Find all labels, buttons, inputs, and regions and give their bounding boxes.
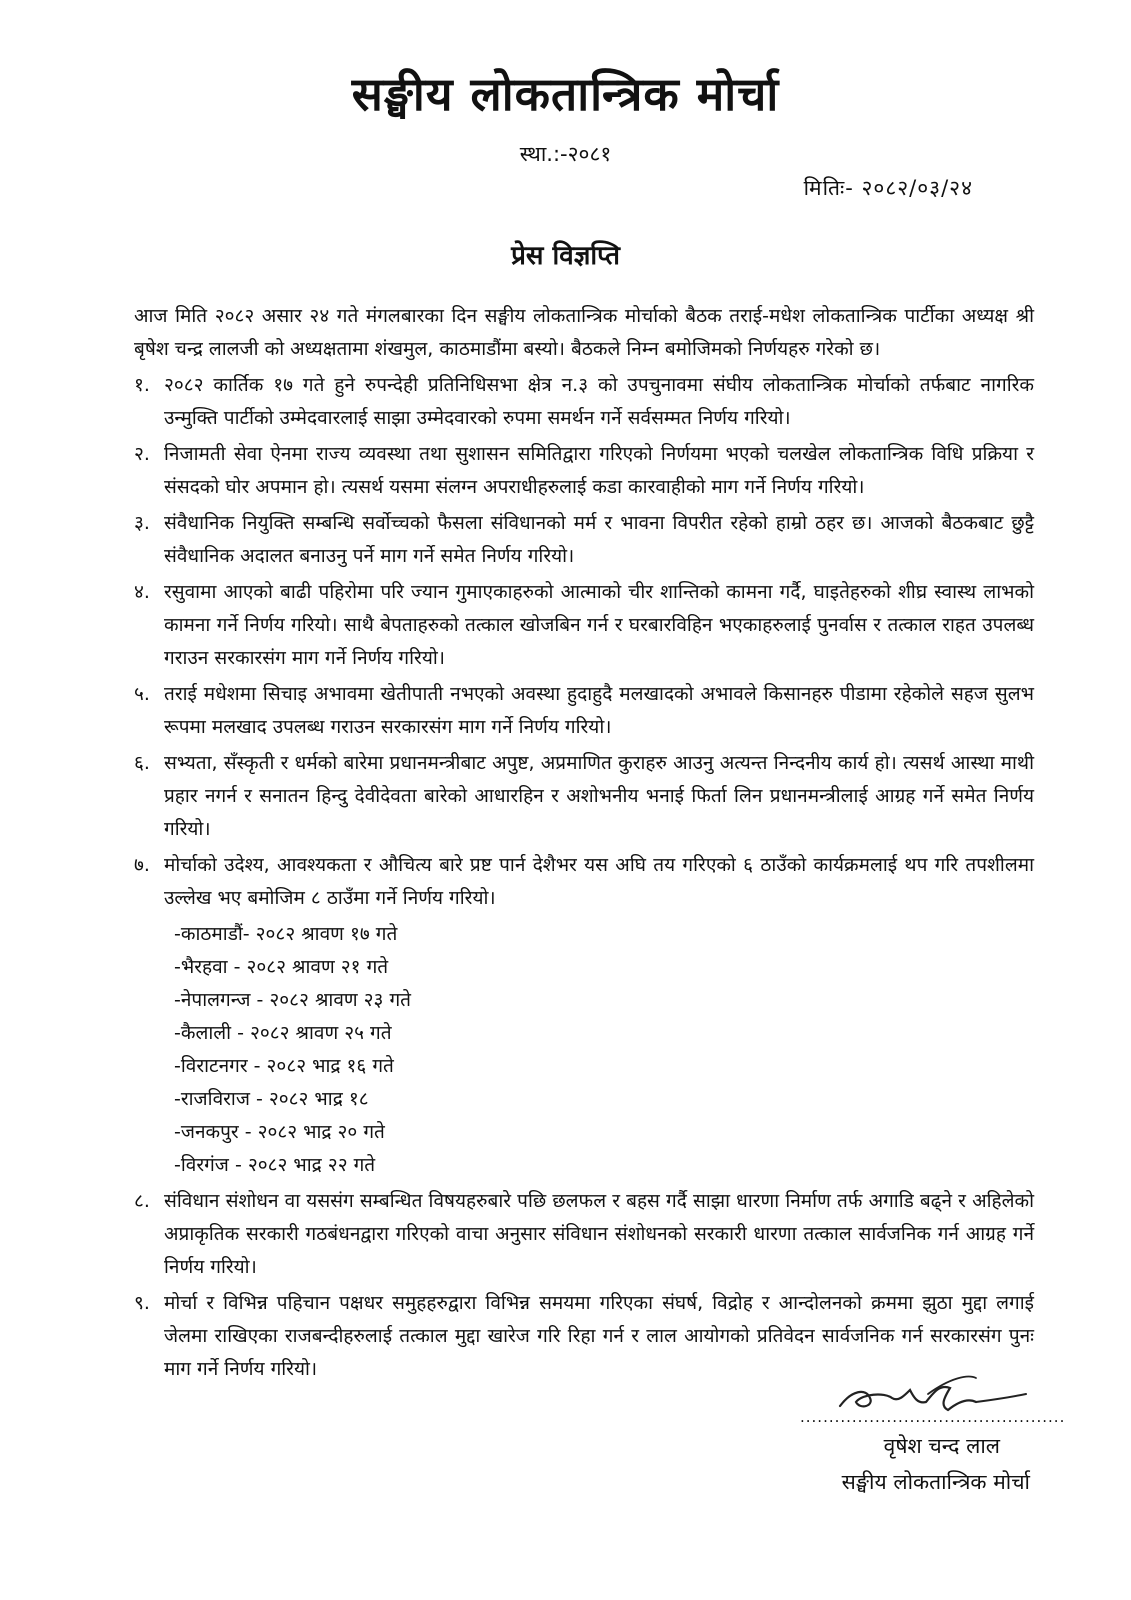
decision-text: मोर्चाको उदेश्य, आवश्यकता र औचित्य बारे प्रष्ट पार्न देशैभर यस अघि तय गरिएको ६ ठाउँको कार्यक्रमलाई थप गरि तपशीलमा उल्लेख भए बमोजिम ८ ठाउँमा गर्ने निर्णय गरियो। (164, 854, 1034, 909)
event-schedule-list (174, 918, 1034, 1182)
schedule-item: -विराटनगर - २०८२ भाद्र १६ गते (174, 1055, 394, 1077)
decision-item (134, 369, 1034, 435)
decision-number: २. (134, 443, 150, 465)
decision-number: ९. (134, 1292, 150, 1314)
schedule-item: -काठमाडौं- २०८२ श्रावण १७ गते (174, 923, 398, 945)
established-year: स्था.:-२०८१ (519, 142, 612, 166)
decision-text: मोर्चा र विभिन्न पहिचान पक्षधर समुहहरुद्वारा विभिन्न समयमा गरिएका संघर्ष, विद्रोह र आन्दोलनको क्रममा झुठा मुद्दा लगाई जेलमा राखिएका राजबन्दीहरुलाई तत्काल मुद्दा खारेज गरि रिहा गर्न र लाल आयोगको प्रतिवेदन सार्वजनिक गर्न सरकारसंग पुनः माग गर्ने निर्णय गरियो। (164, 1292, 1034, 1380)
signature-dotted-line: .............................................. (800, 1408, 1066, 1426)
document-date: मितिः- २०८२/०३/२४ (803, 176, 973, 200)
schedule-item: -भैरहवा - २०८२ श्रावण २१ गते (174, 956, 389, 978)
signatory-organization: सङ्घीय लोकतान्त्रिक मोर्चा (841, 1470, 1030, 1494)
decision-text: संविधान संशोधन वा यससंग सम्बन्धित विषयहरुबारे पछि छलफल र बहस गर्दै साझा धारणा निर्माण तर्फ अगाडि बढ्ने र अहिलेको अप्राकृतिक सरकारी गठबंधनद्वारा गरिएको वाचा अनुसार संविधान संशोधनको सरकारी धारणा तत्काल सार्वजनिक गर्न आग्रह गर्ने निर्णय गरियो। (164, 1190, 1034, 1278)
decision-number: ४. (134, 581, 150, 603)
decision-text: रसुवामा आएको बाढी पहिरोमा परि ज्यान गुमाएकाहरुको आत्माको चीर शान्तिको कामना गर्दै, घाइतेहरुको शीघ्र स्वास्थ लाभको कामना गर्ने निर्णय गरियो। साथै बेपताहरुको तत्काल खोजबिन गर्न र घरबारविहिन भएकाहरुलाई पुनर्वास र तत्काल राहत उपलब्ध गराउन सरकारसंग माग गर्ने निर्णय गरियो। (164, 581, 1034, 669)
decision-text: संवैधानिक नियुक्ति सम्बन्धि सर्वोच्चको फैसला संविधानको मर्म र भावना विपरीत रहेको हाम्रो ठहर छ। आजको बैठकबाट छुट्टै संवैधानिक अदालत बनाउनु पर्ने माग गर्ने समेत निर्णय गरियो। (164, 512, 1034, 567)
schedule-item: -राजविराज - २०८२ भाद्र १८ (174, 1088, 369, 1110)
decision-item (134, 678, 1034, 744)
press-release-heading: प्रेस विज्ञप्ति (511, 241, 620, 271)
signatory-name: वृषेश चन्द लाल (883, 1434, 1000, 1458)
decision-text: तराई मधेशमा सिचाइ अभावमा खेतीपाती नभएको अवस्था हुदाहुदै मलखादको अभावले किसानहरु पीडामा रहेकोले सहज सुलभ रूपमा मलखाद उपलब्ध गराउन सरकारसंग माग गर्ने निर्णय गरियो। (164, 683, 1034, 738)
organization-title: सङ्घीय लोकतान्त्रिक मोर्चा (351, 67, 780, 121)
decision-item (134, 849, 1034, 915)
decision-number: ३. (134, 512, 150, 534)
decision-item (134, 576, 1034, 675)
decision-text: निजामती सेवा ऐनमा राज्य व्यवस्था तथा सुशासन समितिद्वारा गरिएको निर्णयमा भएको चलखेल लोकतान्त्रिक विधि प्रक्रिया र संसदको घोर अपमान हो। त्यसर्थ यसमा संलग्न अपराधीहरुलाई कडा कारवाहीको माग गर्ने निर्णय गरियो। (164, 443, 1034, 498)
signature-block (800, 1372, 1066, 1496)
schedule-item: -नेपालगन्ज - २०८२ श्रावण २३ गते (174, 989, 411, 1011)
decision-item (134, 1185, 1034, 1284)
decision-number: १. (134, 374, 150, 396)
decision-text: २०८२ कार्तिक १७ गते हुने रुपन्देही प्रतिनिधिसभा क्षेत्र न.३ को उपचुनावमा संघीय लोकतान्त्रिक मोर्चाको तर्फबाट नागरिक उन्मुक्ति पार्टीको उम्मेदवारलाई साझा उम्मेदवारको रुपमा समर्थन गर्ने सर्वसम्मत निर्णय गरियो। (164, 374, 1034, 429)
press-release-body (134, 300, 1034, 1389)
decision-item (134, 747, 1034, 846)
decision-item (134, 438, 1034, 504)
decision-number: ८. (134, 1190, 150, 1212)
intro-paragraph: आज मिति २०८२ असार २४ गते मंगलबारका दिन सङ्घीय लोकतान्त्रिक मोर्चाको बैठक तराई-मधेश लोकतान्त्रिक पार्टीका अध्यक्ष श्री बृषेश चन्द्र लालजी को अध्यक्षतामा शंखमुल, काठमाडौंमा बस्यो। बैठकले निम्न बमोजिमको निर्णयहरु गरेको छ। (134, 305, 1034, 360)
decision-number: ७. (134, 854, 150, 876)
decision-number: ६. (134, 752, 150, 774)
decision-item (134, 507, 1034, 573)
schedule-item: -विरगंज - २०८२ भाद्र २२ गते (174, 1154, 376, 1176)
decision-number: ५. (134, 683, 150, 705)
schedule-item: -कैलाली - २०८२ श्रावण २५ गते (174, 1022, 392, 1044)
decision-text: सभ्यता, सँस्कृती र धर्मको बारेमा प्रधानमन्त्रीबाट अपुष्ट, अप्रमाणित कुराहरु आउनु अत्यन्त निन्दनीय कार्य हो। त्यसर्थ आस्था माथी प्रहार नगर्न र सनातन हिन्दु देवीदेवता बारेको आधारहिन र अशोभनीय भनाई फिर्ता लिन प्रधानमन्त्रीलाई आग्रह गर्ने समेत निर्णय गरियो। (164, 752, 1034, 840)
schedule-item: -जनकपुर - २०८२ भाद्र २० गते (174, 1121, 385, 1143)
